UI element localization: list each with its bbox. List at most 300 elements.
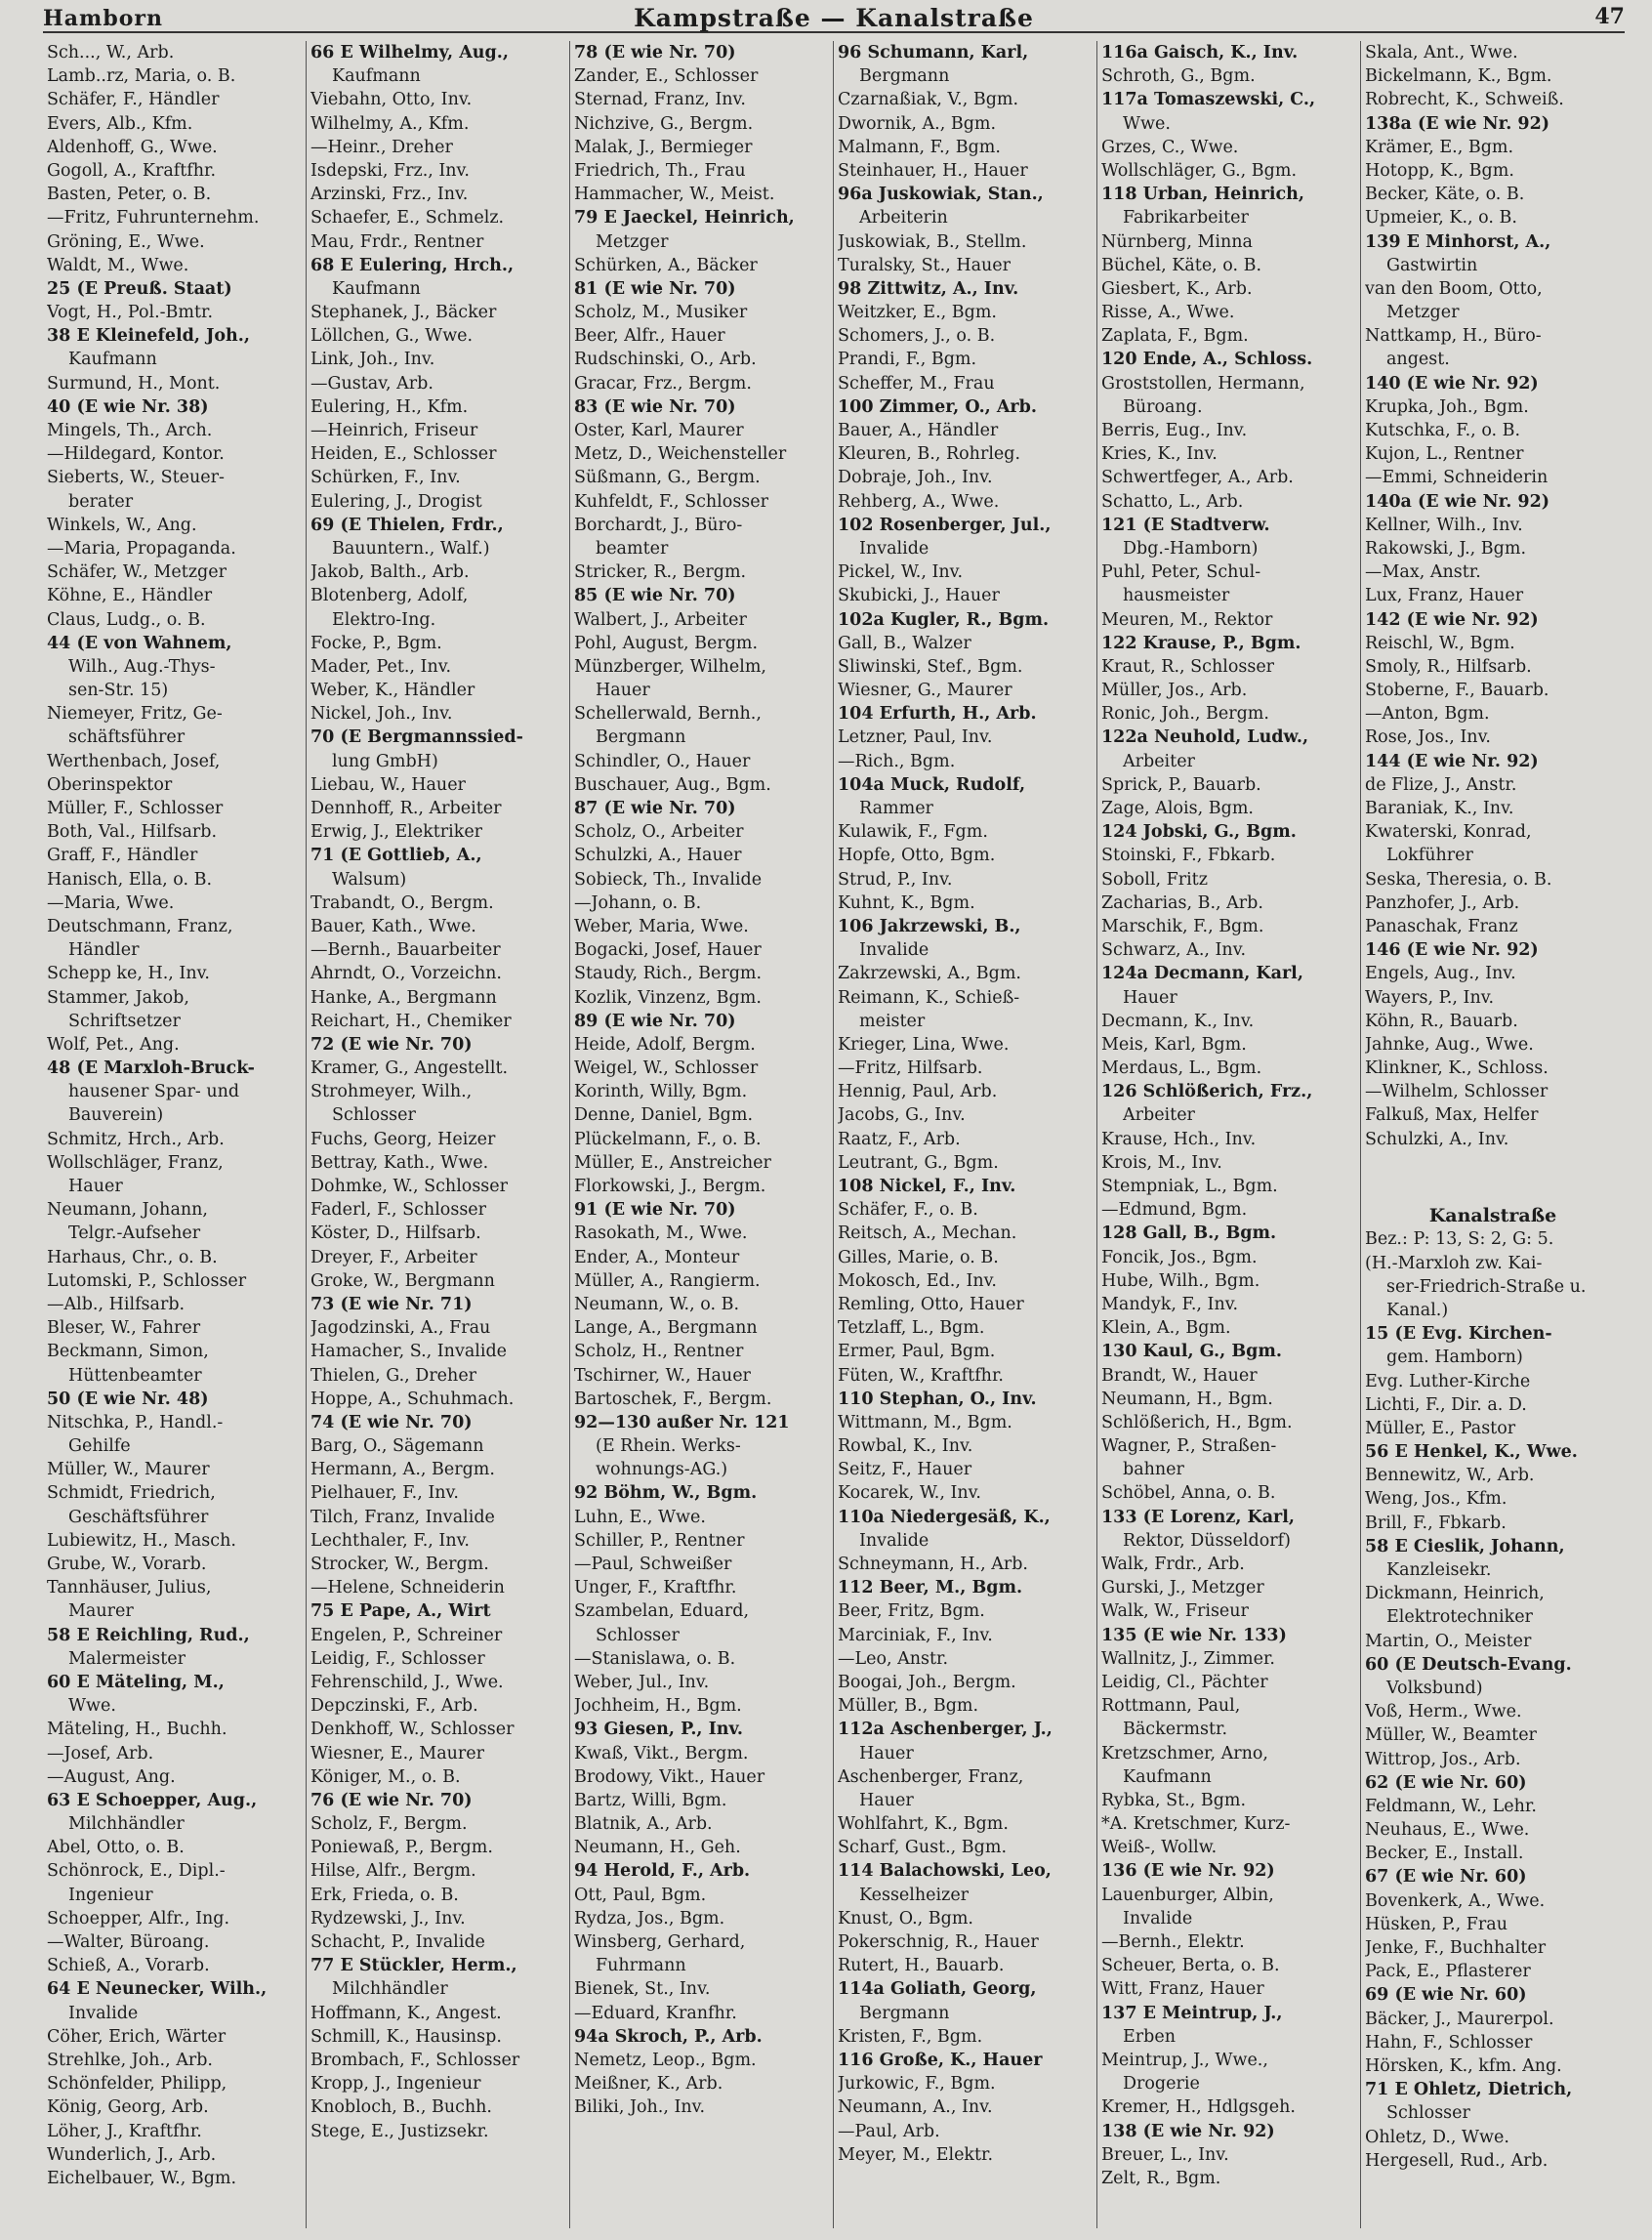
directory-entry: Gracar, Frz., Bergm. xyxy=(574,373,752,394)
directory-entry: 83 (E wie Nr. 70) xyxy=(574,396,736,417)
directory-entry: Müller, F., Schlosser xyxy=(47,799,224,818)
directory-entry: 121 (E Stadtverw. xyxy=(1101,515,1270,535)
directory-entry: Sternad, Franz, Inv. xyxy=(574,90,746,110)
directory-entry: Bez.: P: 13, S: 2, G: 5. xyxy=(1365,1229,1554,1250)
directory-entry: Zage, Alois, Bgm. xyxy=(1101,799,1254,818)
directory-entry: Ott, Paul, Bgm. xyxy=(574,1885,707,1905)
directory-entry: 77 E Stückler, Herm., xyxy=(310,1956,517,1976)
directory-entry: Müller, W., Maurer xyxy=(47,1460,210,1480)
directory-entry: Eulering, H., Kfm. xyxy=(310,396,469,417)
directory-entry: Kulawik, F., Fgm. xyxy=(838,822,988,843)
directory-entry: Depczinski, F., Arb. xyxy=(310,1696,478,1717)
directory-entry: Müller, E., Pastor xyxy=(1365,1418,1516,1438)
column-4 xyxy=(834,41,1097,2228)
directory-entry: Ender, A., Monteur xyxy=(574,1247,740,1267)
directory-entry: (E Rhein. Werks- xyxy=(596,1436,741,1457)
directory-entry: König, Georg, Arb. xyxy=(47,2097,209,2118)
directory-entry: Giesbert, K., Arb. xyxy=(1101,278,1253,299)
directory-entry: Telgr.-Aufseher xyxy=(68,1224,201,1244)
directory-entry: 120 Ende, A., Schloss. xyxy=(1101,350,1313,370)
directory-entry: Surmund, H., Mont. xyxy=(47,373,221,394)
directory-entry: Kaufmann xyxy=(332,66,421,87)
directory-entry: Rudschinski, O., Arb. xyxy=(574,350,757,370)
header-city: Hamborn xyxy=(43,6,163,31)
directory-entry: 50 (E wie Nr. 48) xyxy=(47,1389,209,1409)
directory-entry: Arbeiter xyxy=(1123,751,1195,771)
directory-entry: Knust, O., Bgm. xyxy=(838,1908,973,1929)
directory-entry: Berris, Eug., Inv. xyxy=(1101,421,1248,440)
directory-entry: Weigel, W., Schlosser xyxy=(574,1058,759,1079)
directory-entry: Kanzleisekr. xyxy=(1386,1560,1492,1580)
directory-entry: Brodowy, Vikt., Hauer xyxy=(574,1766,765,1787)
directory-entry: Fuhrmann xyxy=(596,1956,686,1976)
directory-entry: Weitzker, E., Bgm. xyxy=(838,303,997,323)
directory-entry: Hüsken, P., Frau xyxy=(1365,1914,1507,1934)
directory-entry: ser-Friedrich-Straße u. xyxy=(1386,1276,1587,1297)
directory-entry: Heiden, E., Schlosser xyxy=(310,444,497,465)
directory-entry: 25 (E Preuß. Staat) xyxy=(47,278,232,299)
directory-entry: 124a Decmann, Karl, xyxy=(1101,964,1303,984)
directory-entry: Lubiewitz, H., Masch. xyxy=(47,1530,236,1551)
directory-entry: Evers, Alb., Kfm. xyxy=(47,113,193,134)
directory-entry: Arbeiter xyxy=(1123,1105,1195,1126)
directory-entry: Staudy, Rich., Bergm. xyxy=(574,964,763,984)
directory-entry: 104a Muck, Rudolf, xyxy=(838,774,1026,795)
directory-entry: Cöher, Erich, Wärter xyxy=(47,2026,227,2047)
directory-entry: Reichart, H., Chemiker xyxy=(310,1011,512,1031)
directory-entry: Neumann, Johann, xyxy=(47,1200,208,1221)
header-street-range: Kampstraße — Kanalstraße xyxy=(634,4,1034,32)
directory-entry: Milchhändler xyxy=(332,1979,448,2000)
directory-entry: Engels, Aug., Inv. xyxy=(1365,964,1516,984)
directory-entry: Kleuren, B., Rohrleg. xyxy=(838,444,1021,465)
directory-entry: Aldenhoff, G., Wwe. xyxy=(47,137,218,157)
directory-entry: Hüttenbeamter xyxy=(68,1365,202,1386)
directory-entry: 89 (E wie Nr. 70) xyxy=(574,1011,736,1031)
directory-entry: Steinhauer, H., Hauer xyxy=(838,160,1028,181)
directory-entry: 124 Jobski, G., Bgm. xyxy=(1101,822,1297,843)
directory-entry: Kellner, Wilh., Inv. xyxy=(1365,515,1523,535)
directory-entry: —Fritz, Fuhrunternehm. xyxy=(47,208,260,228)
directory-entry: 114a Goliath, Georg, xyxy=(838,1979,1037,2000)
directory-entry: Reitsch, A., Mechan. xyxy=(838,1224,1017,1244)
directory-entry: Erwig, J., Elektriker xyxy=(310,822,483,843)
directory-entry: Meißner, K., Arb. xyxy=(574,2074,723,2095)
directory-entry: Gurski, J., Metzger xyxy=(1101,1578,1264,1598)
directory-entry: 92—130 außer Nr. 121 xyxy=(574,1412,790,1432)
directory-entry: Erben xyxy=(1123,2026,1176,2047)
directory-entry: Schiller, P., Rentner xyxy=(574,1530,745,1551)
directory-entry: Falkuß, Max, Helfer xyxy=(1365,1105,1539,1126)
directory-entry: 128 Gall, B., Bgm. xyxy=(1101,1224,1277,1244)
directory-entry: lung GmbH) xyxy=(332,751,438,771)
directory-entry: Becker, E., Install. xyxy=(1365,1844,1524,1864)
directory-entry: —Johann, o. B. xyxy=(574,892,702,913)
directory-entry: Hörsken, K., kfm. Ang. xyxy=(1365,2055,1562,2076)
directory-entry: Löllchen, G., Wwe. xyxy=(310,326,474,347)
directory-entry: Lichti, F., Dir. a. D. xyxy=(1365,1394,1527,1415)
directory-entry: 122 Krause, P., Bgm. xyxy=(1101,633,1301,653)
directory-entry: Merdaus, L., Bgm. xyxy=(1101,1058,1262,1079)
directory-entry: Schäfer, W., Metzger xyxy=(47,562,227,583)
directory-entry: —Eduard, Kranfhr. xyxy=(574,2003,737,2023)
directory-entry: Rehberg, A., Wwe. xyxy=(838,491,1000,512)
directory-entry: Walk, Frdr., Arb. xyxy=(1101,1555,1245,1574)
directory-entry: Bergmann xyxy=(859,66,950,87)
directory-entry: Kaufmann xyxy=(68,350,157,370)
directory-entry: Poniewaß, P., Bergm. xyxy=(310,1838,493,1858)
directory-entry: Fuchs, Georg, Heizer xyxy=(310,1129,496,1149)
directory-entry: Bauer, A., Händler xyxy=(838,421,999,440)
directory-entry: 136 (E wie Nr. 92) xyxy=(1101,1861,1275,1882)
directory-entry: Schneymann, H., Arb. xyxy=(838,1555,1028,1574)
directory-entry: Neumann, H., Bgm. xyxy=(1101,1389,1273,1409)
directory-entry: Kujon, L., Rentner xyxy=(1365,444,1524,465)
directory-entry: Schmitz, Hrch., Arb. xyxy=(47,1129,225,1149)
directory-entry: Oster, Karl, Maurer xyxy=(574,421,744,440)
directory-entry: Zelt, R., Bgm. xyxy=(1101,2168,1221,2188)
directory-entry: Seska, Theresia, o. B. xyxy=(1365,869,1552,890)
directory-entry: 71 (E Gottlieb, A., xyxy=(310,846,482,866)
directory-entry: —Edmund, Bgm. xyxy=(1101,1200,1248,1221)
column-5 xyxy=(1097,41,1361,2228)
directory-entry: Panzhofer, J., Arb. xyxy=(1365,892,1520,913)
directory-entry: Szambelan, Eduard, xyxy=(574,1601,750,1622)
directory-entry: Schatto, L., Arb. xyxy=(1101,491,1244,512)
directory-entry: 117a Tomaszewski, C., xyxy=(1101,90,1316,110)
directory-entry: Jahnke, Aug., Wwe. xyxy=(1365,1034,1534,1055)
directory-entry: Invalide xyxy=(859,538,929,559)
column-3 xyxy=(570,41,834,2228)
directory-entry: Schürken, A., Bäcker xyxy=(574,255,758,275)
directory-entry: 48 (E Marxloh-Bruck- xyxy=(47,1058,255,1079)
directory-entry: Schacht, P., Invalide xyxy=(310,1932,485,1952)
directory-entry: Schindler, O., Hauer xyxy=(574,751,751,771)
directory-entry: Bartz, Willi, Bgm. xyxy=(574,1790,727,1810)
directory-entry: Wilhelmy, A., Kfm. xyxy=(310,113,470,134)
directory-entry: Malermeister xyxy=(68,1648,186,1669)
directory-entry: Hilse, Alfr., Bergm. xyxy=(310,1861,476,1882)
directory-entry: —Anton, Bgm. xyxy=(1365,704,1490,725)
directory-entry: Korinth, Willy, Bgm. xyxy=(574,1082,748,1102)
directory-entry: —Fritz, Hilfsarb. xyxy=(838,1058,983,1079)
directory-entry: Schriftsetzer xyxy=(68,1011,181,1031)
directory-entry: Marschik, F., Bgm. xyxy=(1101,916,1264,936)
directory-entry: 75 E Pape, A., Wirt xyxy=(310,1601,491,1622)
directory-entry: Schellerwald, Bernh., xyxy=(574,704,762,725)
directory-entry: Krieger, Lina, Wwe. xyxy=(838,1034,1010,1055)
directory-entry: Jochheim, H., Bgm. xyxy=(574,1696,742,1717)
directory-entry: Niemeyer, Fritz, Ge- xyxy=(47,704,223,725)
directory-entry: Müller, W., Beamter xyxy=(1365,1725,1537,1746)
directory-entry: Luhn, E., Wwe. xyxy=(574,1507,706,1527)
directory-entry: Ohletz, D., Wwe. xyxy=(1365,2127,1509,2147)
directory-entry: Strohmeyer, Wilh., xyxy=(310,1082,473,1102)
directory-entry: Marciniak, F., Inv. xyxy=(838,1625,993,1645)
directory-entry: 102a Kugler, R., Bgm. xyxy=(838,609,1050,630)
directory-entry: Metz, D., Weichensteller xyxy=(574,444,787,465)
directory-entry: Mandyk, F., Inv. xyxy=(1101,1294,1239,1314)
directory-entry: —Bernh., Elektr. xyxy=(1101,1932,1245,1952)
directory-entry: Strocker, W., Bergm. xyxy=(310,1555,489,1574)
directory-entry: 44 (E von Wahnem, xyxy=(47,633,232,653)
directory-entry: —Max, Anstr. xyxy=(1365,562,1481,583)
directory-entry: Scholz, H., Rentner xyxy=(574,1342,744,1362)
directory-entry: Bauverein) xyxy=(68,1105,164,1126)
directory-entry: Schomers, J., o. B. xyxy=(838,326,996,347)
directory-entry: Schmidt, Friedrich, xyxy=(47,1483,216,1504)
directory-entry: Pokerschnig, R., Hauer xyxy=(838,1932,1039,1952)
directory-entry: 98 Zittwitz, A., Inv. xyxy=(838,278,1019,299)
directory-entry: 87 (E wie Nr. 70) xyxy=(574,799,736,818)
directory-entry: Elektrotechniker xyxy=(1386,1607,1533,1628)
directory-entry: Hopfe, Otto, Bgm. xyxy=(838,846,996,866)
directory-entry: Evg. Luther-Kirche xyxy=(1365,1371,1531,1391)
directory-entry: Ronic, Joh., Bergm. xyxy=(1101,704,1269,725)
directory-entry: Schlosser xyxy=(332,1105,416,1126)
directory-entry: Buschauer, Aug., Bgm. xyxy=(574,774,771,795)
directory-entry: Beer, Alfr., Hauer xyxy=(574,326,725,347)
directory-entry: 116a Gaisch, K., Inv. xyxy=(1101,43,1299,62)
directory-entry: Kramer, G., Angestellt. xyxy=(310,1058,509,1079)
directory-entry: Kuhnt, K., Bgm. xyxy=(838,892,975,913)
directory-entry: Lauenburger, Albin, xyxy=(1101,1885,1274,1905)
directory-entry: Nürnberg, Minna xyxy=(1101,231,1253,252)
directory-entry: Zander, E., Schlosser xyxy=(574,66,759,87)
directory-entry: Dennhoff, R., Arbeiter xyxy=(310,799,502,818)
directory-entry: Unger, F., Kraftfhr. xyxy=(574,1578,737,1598)
directory-entry: 130 Kaul, G., Bgm. xyxy=(1101,1342,1282,1362)
directory-entry: Müller, B., Bgm. xyxy=(838,1696,979,1717)
directory-entry: 72 (E wie Nr. 70) xyxy=(310,1034,473,1055)
directory-entry: Bergmann xyxy=(596,727,686,748)
directory-entry: Jacobs, G., Inv. xyxy=(838,1105,966,1126)
directory-entry: Meuren, M., Rektor xyxy=(1101,609,1273,630)
directory-entry: Nattkamp, H., Büro- xyxy=(1365,326,1542,347)
directory-entry: Rasokath, M., Wwe. xyxy=(574,1224,748,1244)
directory-entry: Kesselheizer xyxy=(859,1885,970,1905)
directory-entry: Puhl, Peter, Schul- xyxy=(1101,562,1261,583)
directory-entry: Brombach, F., Schlosser xyxy=(310,2050,520,2070)
column-2 xyxy=(307,41,570,2228)
directory-entry: Weng, Jos., Kfm. xyxy=(1365,1489,1507,1510)
directory-entry: Lutomski, P., Schlosser xyxy=(47,1270,247,1291)
directory-entry: Mokosch, Ed., Inv. xyxy=(838,1270,997,1291)
directory-entry: —Hildegard, Kontor. xyxy=(47,444,225,465)
directory-entry: 112a Aschenberger, J., xyxy=(838,1720,1053,1740)
directory-entry: 110 Stephan, O., Inv. xyxy=(838,1389,1037,1409)
directory-entry: 58 E Cieslik, Johann, xyxy=(1365,1536,1565,1556)
directory-entry: 73 (E wie Nr. 71) xyxy=(310,1294,473,1314)
directory-entry: 68 E Eulering, Hrch., xyxy=(310,255,515,275)
directory-entry: Baraniak, K., Inv. xyxy=(1365,799,1514,818)
directory-entry: Eulering, J., Drogist xyxy=(310,491,482,512)
directory-entry: Tetzlaff, L., Bgm. xyxy=(838,1318,985,1339)
directory-entry: Bauer, Kath., Wwe. xyxy=(310,916,476,936)
directory-entry: *A. Kretschmer, Kurz- xyxy=(1101,1814,1291,1835)
directory-entry: Martin, O., Meister xyxy=(1365,1631,1532,1651)
directory-entry: Blotenberg, Adolf, xyxy=(310,586,469,606)
directory-entry: Rutert, H., Bauarb. xyxy=(838,1956,1005,1976)
directory-entry: Hube, Wilh., Bgm. xyxy=(1101,1270,1260,1291)
directory-entry: Gogoll, A., Kraftfhr. xyxy=(47,160,217,181)
directory-entry: de Flize, J., Anstr. xyxy=(1365,774,1517,795)
directory-entry: 118 Urban, Heinrich, xyxy=(1101,185,1304,205)
directory-entry: Skala, Ant., Wwe. xyxy=(1365,43,1518,62)
directory-entry: Arzinski, Frz., Inv. xyxy=(310,185,469,205)
directory-entry: Decmann, K., Inv. xyxy=(1101,1011,1255,1031)
directory-entry: Borchardt, J., Büro- xyxy=(574,515,743,535)
directory-entry: Scheffer, M., Frau xyxy=(838,373,995,394)
directory-entry: —Walter, Büroang. xyxy=(47,1932,210,1952)
directory-entry: 69 (E wie Nr. 60) xyxy=(1365,1985,1527,2006)
directory-entry: 96a Juskowiak, Stan., xyxy=(838,185,1044,205)
directory-entry: meister xyxy=(859,1011,926,1031)
directory-entry: Leidig, F., Schlosser xyxy=(310,1648,485,1669)
directory-entry: 67 (E wie Nr. 60) xyxy=(1365,1867,1527,1887)
directory-entry: 71 E Ohletz, Dietrich, xyxy=(1365,2080,1573,2100)
directory-entry: —Gustav, Arb. xyxy=(310,373,434,394)
directory-entry: Klein, A., Bgm. xyxy=(1101,1318,1231,1339)
directory-entry: Süßmann, G., Bergm. xyxy=(574,468,761,488)
directory-entry: Rydza, Jos., Bgm. xyxy=(574,1908,725,1929)
directory-entry: —Josef, Arb. xyxy=(47,1743,154,1763)
directory-entry: Arbeiterin xyxy=(859,208,948,228)
blank-line xyxy=(1365,1151,1621,1175)
directory-entry: Hauer xyxy=(596,681,650,701)
directory-entry: Prandi, F., Bgm. xyxy=(838,350,977,370)
directory-entry: 100 Zimmer, O., Arb. xyxy=(838,396,1037,417)
directory-entry: Wiesner, G., Maurer xyxy=(838,681,1012,701)
directory-entry: Grube, W., Vorarb. xyxy=(47,1555,207,1574)
directory-entry: Fabrikarbeiter xyxy=(1123,208,1249,228)
directory-entry: Bäcker, J., Maurerpol. xyxy=(1365,2009,1554,2029)
directory-entry: Schroth, G., Bgm. xyxy=(1101,66,1256,87)
directory-entry: 138a (E wie Nr. 92) xyxy=(1365,113,1550,134)
directory-entry: Kocarek, W., Inv. xyxy=(838,1483,981,1504)
directory-entry: Volksbund) xyxy=(1386,1678,1483,1698)
directory-entry: Schwertfeger, A., Arb. xyxy=(1101,468,1294,488)
directory-entry: 122a Neuhold, Ludw., xyxy=(1101,727,1309,748)
directory-entry: Schoepper, Alfr., Ing. xyxy=(47,1908,230,1929)
directory-entry: Wwe. xyxy=(1123,113,1171,134)
directory-entry: Wallnitz, J., Zimmer. xyxy=(1101,1648,1275,1669)
directory-entry: Basten, Peter, o. B. xyxy=(47,185,212,205)
directory-entry: Thielen, G., Dreher xyxy=(310,1365,477,1386)
directory-entry: 60 (E Deutsch-Evang. xyxy=(1365,1654,1572,1675)
directory-entry: Groststollen, Hermann, xyxy=(1101,373,1305,394)
directory-entry: Sobieck, Th., Invalide xyxy=(574,869,763,890)
directory-entry: Hanke, A., Bergmann xyxy=(310,987,497,1008)
directory-entry: —August, Ang. xyxy=(47,1766,176,1787)
directory-entry: Hanisch, Ella, o. B. xyxy=(47,869,213,890)
directory-entry: Jenke, F., Buchhalter xyxy=(1365,1938,1547,1958)
directory-entry: Neuhaus, E., Wwe. xyxy=(1365,1820,1530,1841)
directory-entry: 93 Giesen, P., Inv. xyxy=(574,1720,744,1740)
directory-entry: Hermann, A., Bergm. xyxy=(310,1460,495,1480)
directory-entry: Reimann, K., Schieß- xyxy=(838,987,1020,1008)
directory-entry: 38 E Kleinefeld, Joh., xyxy=(47,326,250,347)
directory-entry: Letzner, Paul, Inv. xyxy=(838,727,993,748)
directory-entry: Dreyer, F., Arbeiter xyxy=(310,1247,477,1267)
directory-entry: Rakowski, J., Bgm. xyxy=(1365,538,1527,559)
directory-entry: Robrecht, K., Schweiß. xyxy=(1365,90,1564,110)
directory-entry: Schlosser xyxy=(1386,2103,1470,2124)
directory-entry: Köhne, E., Händler xyxy=(47,586,213,606)
directory-entry: Dohmke, W., Schlosser xyxy=(310,1177,509,1196)
directory-entry: Bartoschek, F., Bergm. xyxy=(574,1389,772,1409)
column-1 xyxy=(43,41,307,2228)
directory-entry: Neumann, W., o. B. xyxy=(574,1294,740,1314)
directory-entry: Schönfelder, Philipp, xyxy=(47,2074,227,2095)
columns-container xyxy=(43,41,1625,2228)
directory-entry: 91 (E wie Nr. 70) xyxy=(574,1200,736,1221)
directory-entry: berater xyxy=(68,491,134,512)
directory-entry: Lux, Franz, Hauer xyxy=(1365,586,1524,606)
directory-entry: 108 Nickel, F., Inv. xyxy=(838,1177,1016,1196)
directory-entry: Upmeier, K., o. B. xyxy=(1365,208,1517,228)
directory-entry: Rektor, Düsseldorf) xyxy=(1123,1530,1291,1551)
directory-entry: Denne, Daniel, Bgm. xyxy=(574,1105,754,1126)
directory-entry: Lamb..rz, Maria, o. B. xyxy=(47,66,236,87)
directory-entry: —Leo, Anstr. xyxy=(838,1648,949,1669)
directory-entry: Krämer, E., Bgm. xyxy=(1365,137,1514,157)
directory-entry: Leutrant, G., Bgm. xyxy=(838,1152,999,1173)
directory-entry: Schürken, F., Inv. xyxy=(310,468,461,488)
directory-entry: Schwarz, A., Inv. xyxy=(1101,940,1247,961)
directory-entry: Nitschka, P., Handl.- xyxy=(47,1412,224,1432)
directory-entry: —Maria, Propaganda. xyxy=(47,538,236,559)
directory-entry: Blatnik, A., Arb. xyxy=(574,1814,713,1835)
directory-entry: Both, Val., Hilfsarb. xyxy=(47,822,218,843)
directory-entry: 79 E Jaeckel, Heinrich, xyxy=(574,208,795,228)
directory-entry: Krause, Hch., Inv. xyxy=(1101,1129,1257,1149)
directory-entry: Bleser, W., Fahrer xyxy=(47,1318,201,1339)
directory-entry: Foncik, Jos., Bgm. xyxy=(1101,1247,1258,1267)
directory-entry: Schönrock, E., Dipl.- xyxy=(47,1861,226,1882)
directory-entry: Dbg.-Hamborn) xyxy=(1123,538,1259,559)
directory-entry: Weber, Maria, Wwe. xyxy=(574,916,749,936)
directory-entry: wohnungs-AG.) xyxy=(596,1460,728,1480)
directory-entry: Mäteling, H., Buchh. xyxy=(47,1720,227,1740)
directory-entry: Wilh., Aug.-Thys- xyxy=(68,656,216,677)
directory-entry: Walk, W., Friseur xyxy=(1101,1601,1249,1622)
directory-entry: Beckmann, Simon, xyxy=(47,1342,209,1362)
directory-entry: 58 E Reichling, Rud., xyxy=(47,1625,250,1645)
directory-entry: Knobloch, B., Buchh. xyxy=(310,2097,492,2118)
directory-entry: —Emmi, Schneiderin xyxy=(1365,468,1549,488)
directory-entry: Mingels, Th., Arch. xyxy=(47,421,213,440)
directory-entry: Weiß-, Wollw. xyxy=(1101,1838,1218,1858)
directory-entry: bahner xyxy=(1123,1460,1184,1480)
directory-entry: gem. Hamborn) xyxy=(1386,1348,1523,1368)
directory-entry: Reischl, W., Bgm. xyxy=(1365,633,1515,653)
directory-entry: Klinkner, K., Schloss. xyxy=(1365,1058,1549,1079)
directory-entry: 40 (E wie Nr. 38) xyxy=(47,396,209,417)
directory-entry: Drogerie xyxy=(1123,2074,1200,2095)
directory-entry: Link, Joh., Inv. xyxy=(310,350,435,370)
directory-entry: Nickel, Joh., Inv. xyxy=(310,704,453,725)
directory-entry: Soboll, Fritz xyxy=(1101,869,1208,890)
directory-entry: Bäckermstr. xyxy=(1123,1720,1228,1740)
directory-entry: sen-Str. 15) xyxy=(68,681,169,701)
directory-entry: Weber, K., Händler xyxy=(310,681,475,701)
directory-entry: Boogai, Joh., Bergm. xyxy=(838,1672,1016,1692)
directory-entry: Breuer, L., Inv. xyxy=(1101,2144,1229,2165)
directory-entry: Stephanek, J., Bäcker xyxy=(310,303,497,323)
directory-entry: 144 (E wie Nr. 92) xyxy=(1365,751,1539,771)
directory-entry: Deutschmann, Franz, xyxy=(47,916,233,936)
